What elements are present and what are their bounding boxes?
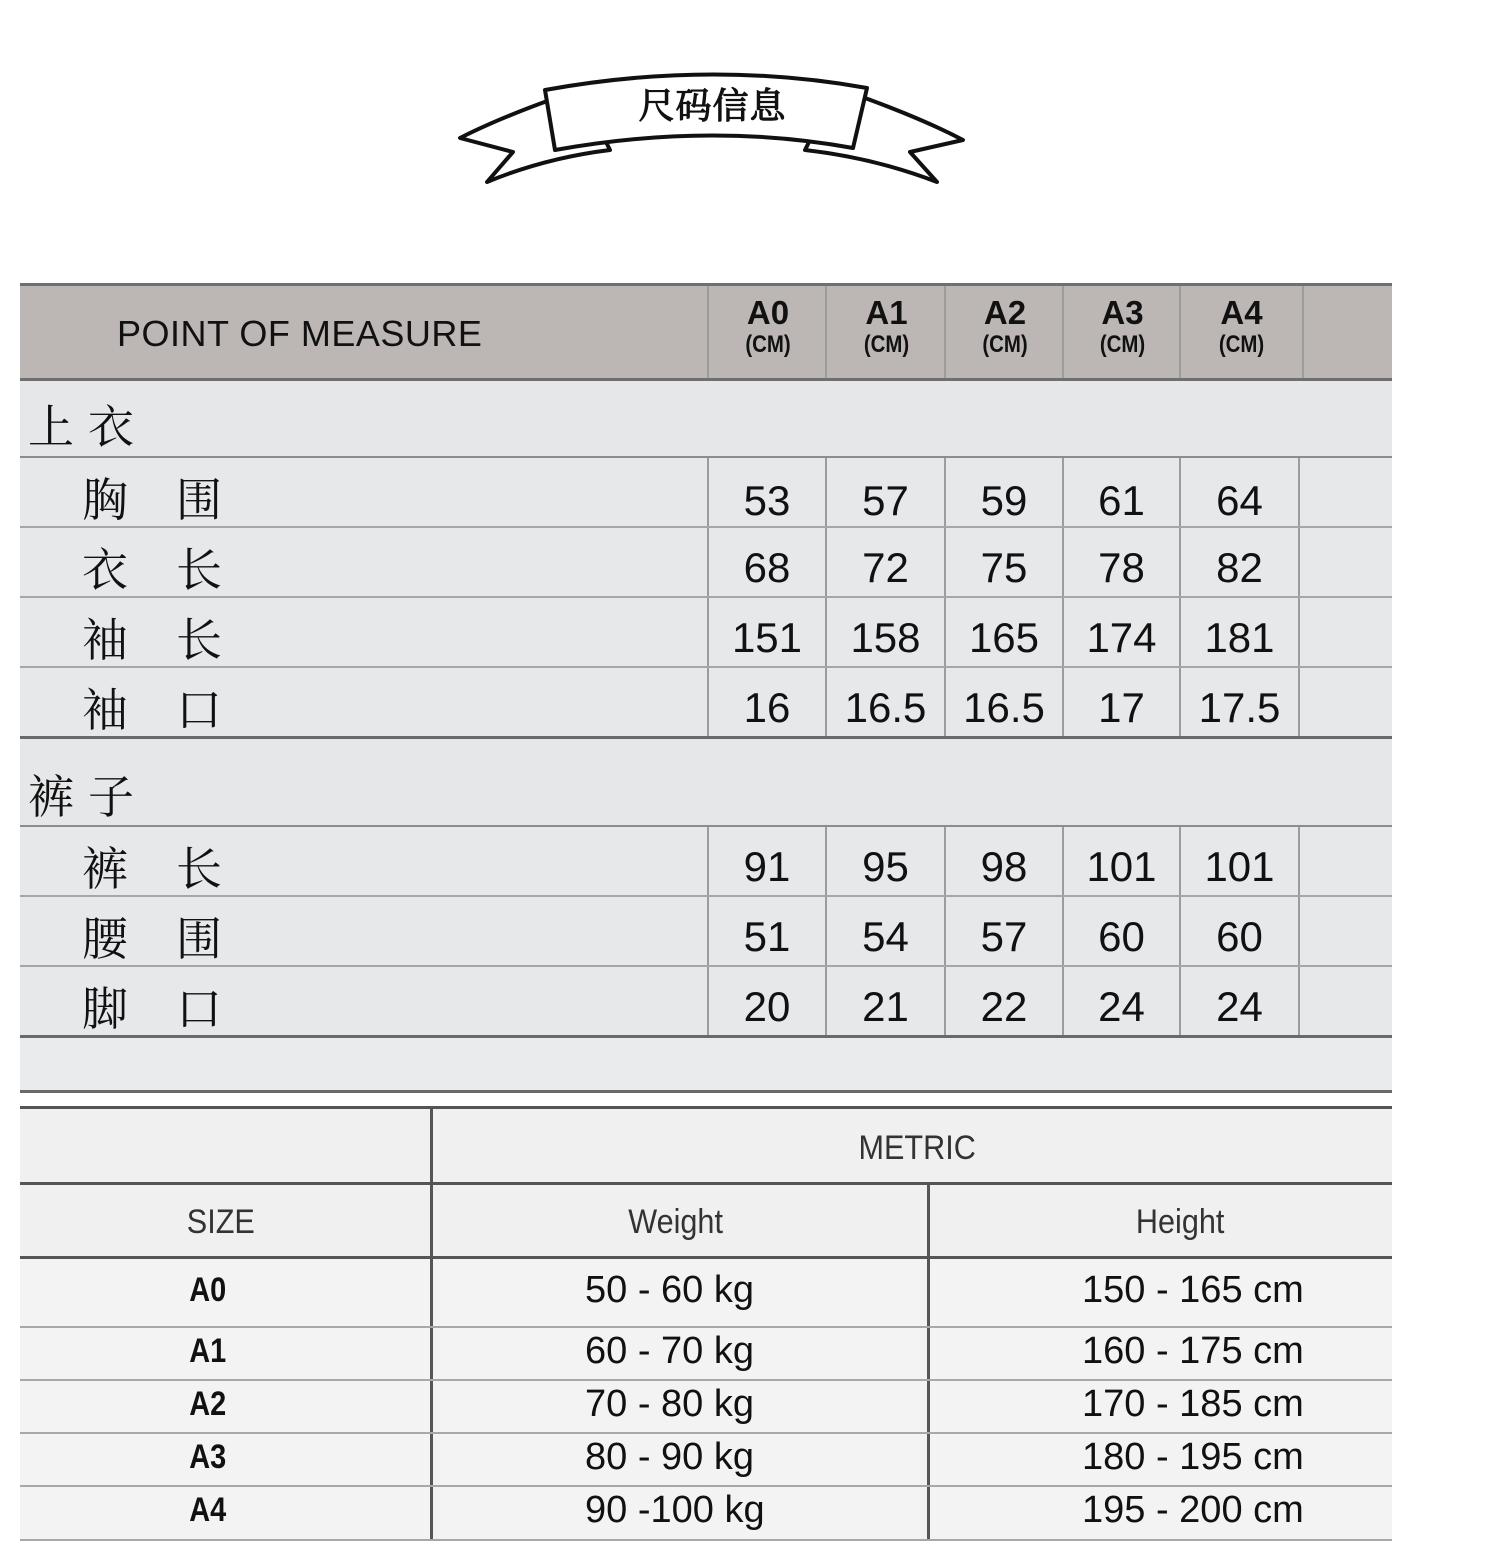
metric-group-header: METRIC bbox=[858, 1129, 976, 1167]
size-cell: A1 bbox=[189, 1332, 227, 1370]
table-row bbox=[20, 528, 1392, 598]
value-cell: 17.5 bbox=[1179, 668, 1300, 736]
size-unit: (CM) bbox=[1218, 331, 1265, 358]
section-label: 上衣 bbox=[28, 400, 148, 454]
value-cell: 60 bbox=[1179, 897, 1300, 965]
value-cell: 61 bbox=[1062, 458, 1179, 526]
value-cell: 20 bbox=[707, 967, 825, 1035]
size-cell: A3 bbox=[189, 1438, 227, 1476]
value-cell: 16.5 bbox=[825, 668, 944, 736]
value-cell: 22 bbox=[944, 967, 1062, 1035]
value-cell: 95 bbox=[825, 827, 944, 895]
value-cell: 51 bbox=[707, 897, 825, 965]
value-cell: 91 bbox=[707, 827, 825, 895]
size-header-a2 bbox=[944, 286, 1064, 378]
height-cell: 195 - 200 cm bbox=[1082, 1489, 1304, 1531]
value-cell: 57 bbox=[944, 897, 1062, 965]
title-banner bbox=[455, 60, 970, 195]
value-cell: 54 bbox=[825, 897, 944, 965]
height-cell: 180 - 195 cm bbox=[1082, 1436, 1304, 1478]
page-title: 尺码信息 bbox=[638, 86, 787, 127]
value-cell: 181 bbox=[1179, 598, 1300, 666]
value-cell: 17 bbox=[1062, 668, 1179, 736]
height-cell: 150 - 165 cm bbox=[1082, 1269, 1304, 1311]
value-cell: 98 bbox=[944, 827, 1062, 895]
value-cell: 151 bbox=[707, 598, 825, 666]
table-row bbox=[20, 1381, 1392, 1434]
weight-cell: 60 - 70 kg bbox=[585, 1330, 754, 1372]
metric-column-header-row bbox=[20, 1185, 1392, 1259]
value-cell: 174 bbox=[1062, 598, 1179, 666]
value-cell: 158 bbox=[825, 598, 944, 666]
section-row bbox=[20, 739, 1392, 827]
measure-header-row bbox=[20, 283, 1392, 381]
value-cell: 64 bbox=[1179, 458, 1300, 526]
row-label: 脚口 bbox=[82, 982, 270, 1036]
height-cell: 170 - 185 cm bbox=[1082, 1383, 1304, 1425]
weight-cell: 50 - 60 kg bbox=[585, 1269, 754, 1311]
row-label: 裤长 bbox=[82, 842, 270, 896]
metric-header-row bbox=[20, 1109, 1392, 1185]
size-name: A0 bbox=[746, 294, 790, 331]
size-header-a1 bbox=[825, 286, 946, 378]
table-row bbox=[20, 1487, 1392, 1541]
weight-cell: 70 - 80 kg bbox=[585, 1383, 754, 1425]
value-cell: 59 bbox=[944, 458, 1062, 526]
size-column-header: SIZE bbox=[186, 1203, 255, 1241]
value-cell: 16.5 bbox=[944, 668, 1062, 736]
size-header-a4 bbox=[1179, 286, 1304, 378]
table-row bbox=[20, 897, 1392, 967]
value-cell: 101 bbox=[1179, 827, 1300, 895]
weight-cell: 80 - 90 kg bbox=[585, 1436, 754, 1478]
value-cell: 60 bbox=[1062, 897, 1179, 965]
weight-cell: 90 -100 kg bbox=[585, 1489, 765, 1531]
table-spacer bbox=[20, 1038, 1392, 1093]
value-cell: 75 bbox=[944, 528, 1062, 596]
value-cell: 82 bbox=[1179, 528, 1300, 596]
row-label: 袖长 bbox=[82, 613, 270, 667]
value-cell: 165 bbox=[944, 598, 1062, 666]
metric-table bbox=[20, 1106, 1392, 1541]
point-of-measure-label: POINT OF MEASURE bbox=[117, 313, 483, 354]
value-cell: 53 bbox=[707, 458, 825, 526]
size-name: A1 bbox=[865, 294, 908, 331]
table-row bbox=[20, 598, 1392, 668]
size-name: A4 bbox=[1220, 294, 1263, 331]
size-cell: A2 bbox=[189, 1385, 227, 1423]
height-cell: 160 - 175 cm bbox=[1082, 1330, 1304, 1372]
value-cell: 72 bbox=[825, 528, 944, 596]
height-column-header: Height bbox=[1135, 1203, 1225, 1241]
size-name: A2 bbox=[983, 294, 1027, 331]
table-row bbox=[20, 967, 1392, 1038]
row-label: 袖口 bbox=[82, 683, 270, 737]
section-row bbox=[20, 381, 1392, 458]
row-label: 衣长 bbox=[82, 543, 270, 597]
measure-table bbox=[20, 283, 1392, 1093]
size-unit: (CM) bbox=[982, 331, 1028, 358]
table-row bbox=[20, 1259, 1392, 1328]
weight-column-header: Weight bbox=[628, 1203, 723, 1241]
size-unit: (CM) bbox=[863, 331, 910, 358]
table-row bbox=[20, 668, 1392, 739]
size-name: A3 bbox=[1101, 294, 1144, 331]
value-cell: 16 bbox=[707, 668, 825, 736]
value-cell: 78 bbox=[1062, 528, 1179, 596]
size-header-a3 bbox=[1062, 286, 1181, 378]
value-cell: 68 bbox=[707, 528, 825, 596]
section-label: 裤子 bbox=[28, 770, 148, 824]
value-cell: 24 bbox=[1179, 967, 1300, 1035]
value-cell: 57 bbox=[825, 458, 944, 526]
size-header-a0 bbox=[707, 286, 827, 378]
table-row bbox=[20, 458, 1392, 528]
row-label: 腰围 bbox=[82, 912, 270, 966]
size-unit: (CM) bbox=[1099, 331, 1146, 358]
table-row bbox=[20, 827, 1392, 897]
value-cell: 101 bbox=[1062, 827, 1179, 895]
table-row bbox=[20, 1434, 1392, 1487]
row-label: 胸围 bbox=[82, 473, 270, 527]
size-cell: A4 bbox=[189, 1491, 227, 1529]
size-unit: (CM) bbox=[745, 331, 791, 358]
size-cell: A0 bbox=[189, 1271, 227, 1309]
table-row bbox=[20, 1328, 1392, 1381]
value-cell: 21 bbox=[825, 967, 944, 1035]
value-cell: 24 bbox=[1062, 967, 1179, 1035]
